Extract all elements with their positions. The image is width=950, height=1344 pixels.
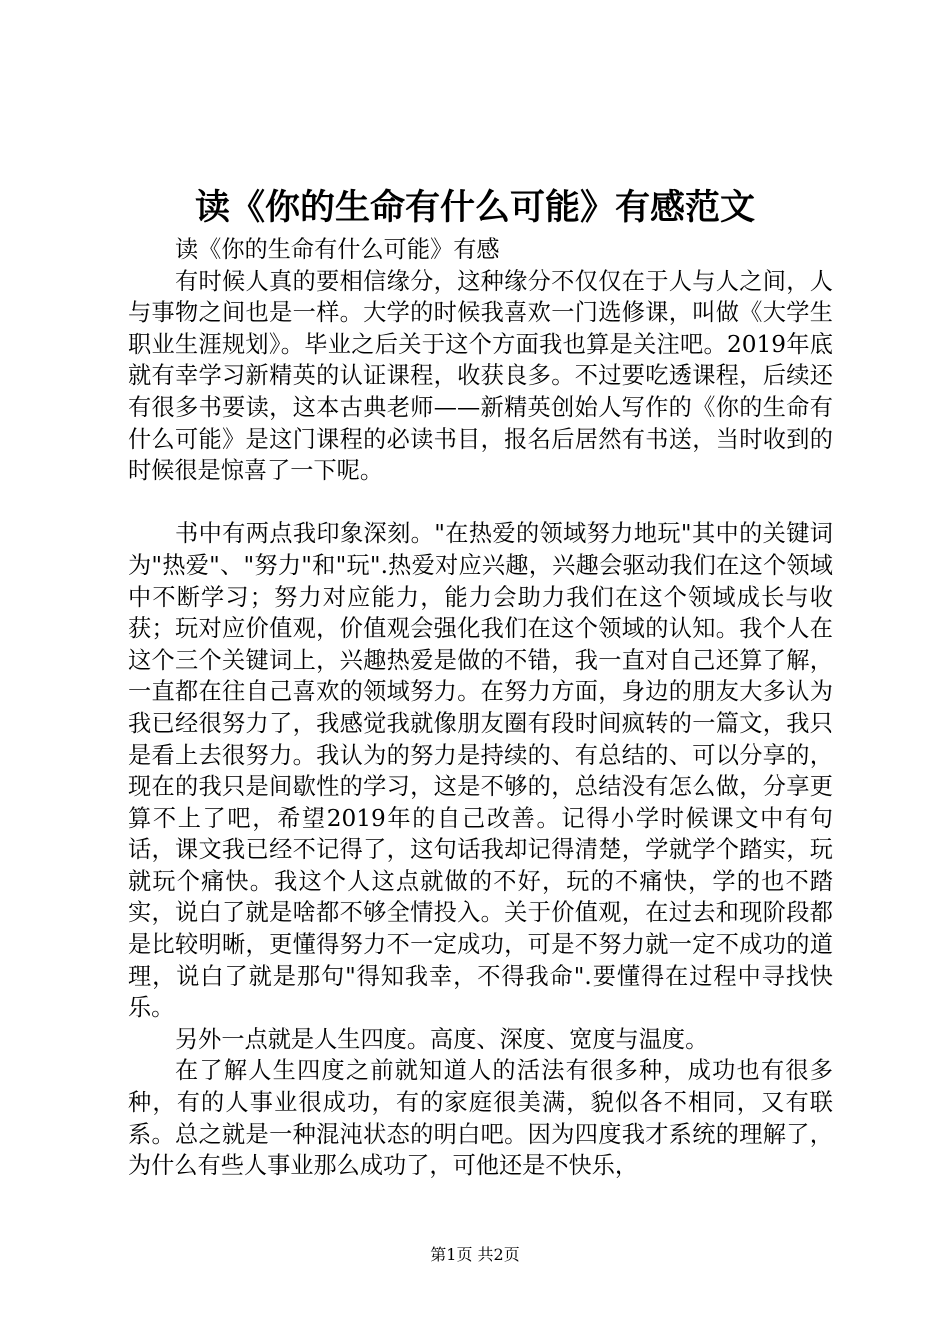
page-number-footer: 第1页 共2页 — [430, 1245, 520, 1264]
paragraph-subtitle: 读《你的生命有什么可能》有感 — [175, 236, 500, 263]
paragraph-impression-one: 书中有两点我印象深刻。"在热爱的领域努力地玩"其中的关键词为"热爱"、"努力"和"玩".热爱对应兴趣，兴趣会驱动我们在这个领域中不断学习；努力对应能力，能力会助力我们在这个领域成长与收获；玩对应价值观，价值观会强化我们在这个领域的认知。我个人在这个三个关键词上，兴趣热爱是做的不错，我一直对自己还算了解，一直都在往自己喜欢的领域努力。在努力方面，身边的朋友大多认为我已经很努力了，我感觉我就像朋友圈有段时间疯转的一篇文，我只是看上去很努力。我认为的努力是持续的、有总结的、可以分享的，现在的我只是间歇性的学习，这是不够的，总结没有怎么做，分享更算不上了吧，希望2019年的自己改善。记得小学时候课文中有句话，课文我已经不记得了，这句话我却记得清楚，学就学个踏实，玩就玩个痛快。我这个人这点就做的不好，玩的不痛快，学的也不踏实，说白了就是啥都不够全情投入。关于价值观，在过去和现阶段都是比较明晰，更懂得努力不一定成功，可是不努力就一定不成功的道理，说白了就是那句"得知我幸，不得我命".要懂得在过程中寻找快乐。 — [128, 520, 833, 1022]
paragraph-intro: 有时候人真的要相信缘分，这种缘分不仅仅在于人与人之间，人与事物之间也是一样。大学的时候我喜欢一门选修课，叫做《大学生职业生涯规划》。毕业之后关于这个方面我也算是关注吧。2019年底就有幸学习新精英的认证课程，收获良多。不过要吃透课程，后续还有很多书要读，这本古典老师——新精英创始人写作的《你的生命有什么可能》是这门课程的必读书目，报名后居然有书送，当时收到的时候很是惊喜了一下呢。 — [128, 267, 833, 485]
paragraph-four-dimensions: 在了解人生四度之前就知道人的活法有很多种，成功也有很多种，有的人事业很成功，有的家庭很美满，貌似各不相同，又有联系。总之就是一种混沌状态的明白吧。因为四度我才系统的理解了，为什么有些人事业那么成功了，可他还是不快乐， — [128, 1057, 833, 1180]
paragraph-impression-two: 另外一点就是人生四度。高度、深度、宽度与温度。 — [175, 1025, 709, 1053]
document-body — [128, 234, 833, 1182]
document-title: 读《你的生命有什么可能》有感范文 — [194, 188, 755, 228]
